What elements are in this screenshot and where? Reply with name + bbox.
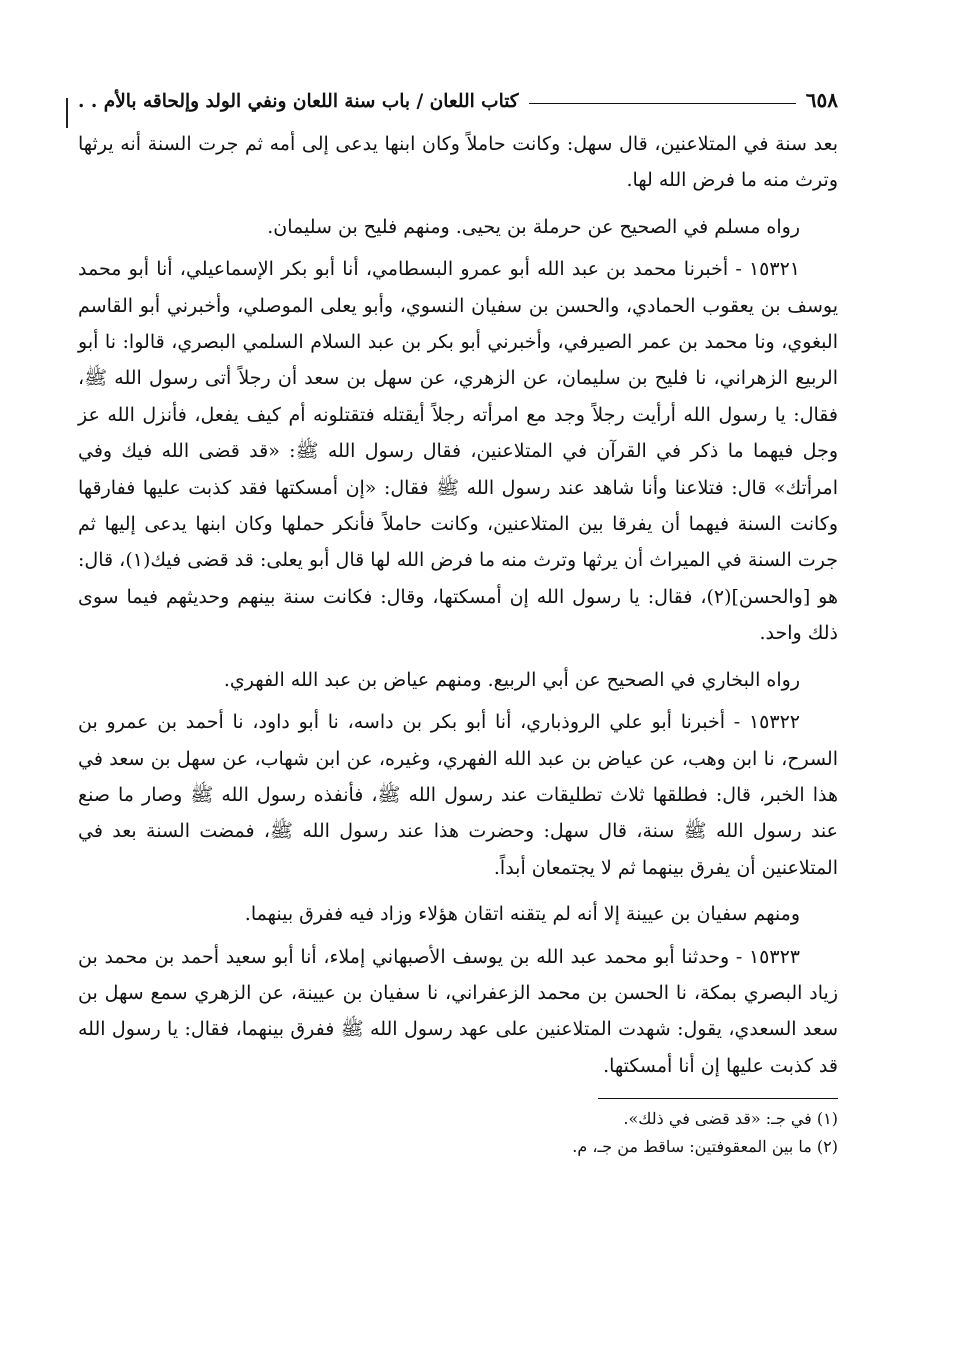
paragraph-attribution: ومنهم سفيان بن عيينة إلا أنه لم يتقنه اتقان هؤلاء وزاد فيه ففرق بينهما. bbox=[244, 903, 800, 926]
paragraph-attribution: رواه مسلم في الصحيح عن حرملة بن يحيى. ومنهم فليح بن سليمان. bbox=[267, 215, 800, 238]
footnote-rule bbox=[598, 1098, 838, 1099]
running-header bbox=[78, 78, 838, 112]
page bbox=[78, 78, 838, 1161]
hadith-15323: ١٥٣٢٣ - وحدثنا أبو محمد عبد الله بن يوسف الأصبهاني إملاء، أنا أبو سعيد أحمد بن محمد بن زياد البصري بمكة، نا الحسن بن محمد الزعفراني، نا سفيان بن عيينة، عن الزهري سمع سهل بن سعد السعدي، يقول: شهدت المتلاعنين على عهد رسول الله ﷺ ففرق بينهما، فقال: يا رسول الله قد كذبت عليها إن أنا أمسكتها. bbox=[78, 945, 838, 1077]
margin-mark bbox=[66, 98, 68, 128]
footnote-1: (١) في جـ: «قد قضى في ذلك». bbox=[623, 1109, 838, 1129]
page-number: ٦٥٨ bbox=[805, 88, 838, 112]
paragraph-continuation: بعد سنة في المتلاعنين، قال سهل: وكانت حاملاً وكان ابنها يدعى إلى أمه ثم جرت السنة أنه يرثها وترث منه ما فرض الله لها. bbox=[78, 133, 838, 192]
hadith-15322: ١٥٣٢٢ - أخبرنا أبو علي الروذباري، أنا أبو بكر بن داسه، نا أبو داود، نا أحمد بن عمرو بن السرح، نا ابن وهب، عن عياض بن عبد الله الفهري، وغيره، عن ابن شهاب، عن سهل بن سعد في هذا الخبر، قال: فطلقها ثلاث تطليقات عند رسول الله ﷺ، فأنفذه رسول الله ﷺ وصار ما صنع عند رسول الله ﷺ سنة، قال سهل: وحضرت هذا عند رسول الله ﷺ، فمضت السنة بعد في المتلاعنين أن يفرق بينهما ثم لا يجتمعان أبداً. bbox=[78, 711, 838, 879]
footnote-2: (٢) ما بين المعقوفتين: ساقط من جـ، م. bbox=[572, 1137, 838, 1157]
hadith-15321: ١٥٣٢١ - أخبرنا محمد بن عبد الله أبو عمرو البسطامي، أنا أبو بكر الإسماعيلي، أنا أبو محمد يوسف بن يعقوب الحمادي، والحسن بن سفيان النسوي، وأبو يعلى الموصلي، وأخبرني أبو القاسم البغوي، ونا محمد بن عمر الصيرفي، وأخبرني أبو بكر بن عبد السلام السلمي البصري، قالوا: نا أبو الربيع الزهراني، نا فليح بن سليمان، عن الزهري، عن سهل بن سعد أن رجلاً أتى رسول الله ﷺ، فقال: يا رسول الله أرأيت رجلاً وجد مع امرأته رجلاً أيقتله فتقتلونه أم كيف يفعل، فأنزل الله عز وجل فيهما ما ذكر في القرآن في المتلاعنين، فقال رسول الله ﷺ: «قد قضى الله فيك وفي امرأتك» قال: فتلاعنا وأنا شاهد عند رسول الله ﷺ فقال: «إن أمسكتها فقد كذبت عليها ففارقها وكانت السنة فيهما أن يفرقا بين المتلاعنين، وكانت حاملاً فأنكر حملها وكان ابنها يدعى إليها ثم جرت السنة في الميراث أن يرثها وترث منه ما فرض الله لها قال أبو يعلى: قد قضى فيك(١)، قال: هو [والحسن](٢)، فقال: يا رسول الله إن أمسكتها، وقال: فكانت سنة بينهم وحديثهم فيما سوى ذلك واحد. bbox=[78, 258, 838, 645]
header-rule bbox=[529, 103, 796, 104]
paragraph-attribution: رواه البخاري في الصحيح عن أبي الربيع. ومنهم عياض بن عبد الله الفهري. bbox=[223, 668, 800, 691]
running-title: كتاب اللعان / باب سنة اللعان ونفي الولد وإلحاقه بالأم . . bbox=[78, 91, 519, 112]
